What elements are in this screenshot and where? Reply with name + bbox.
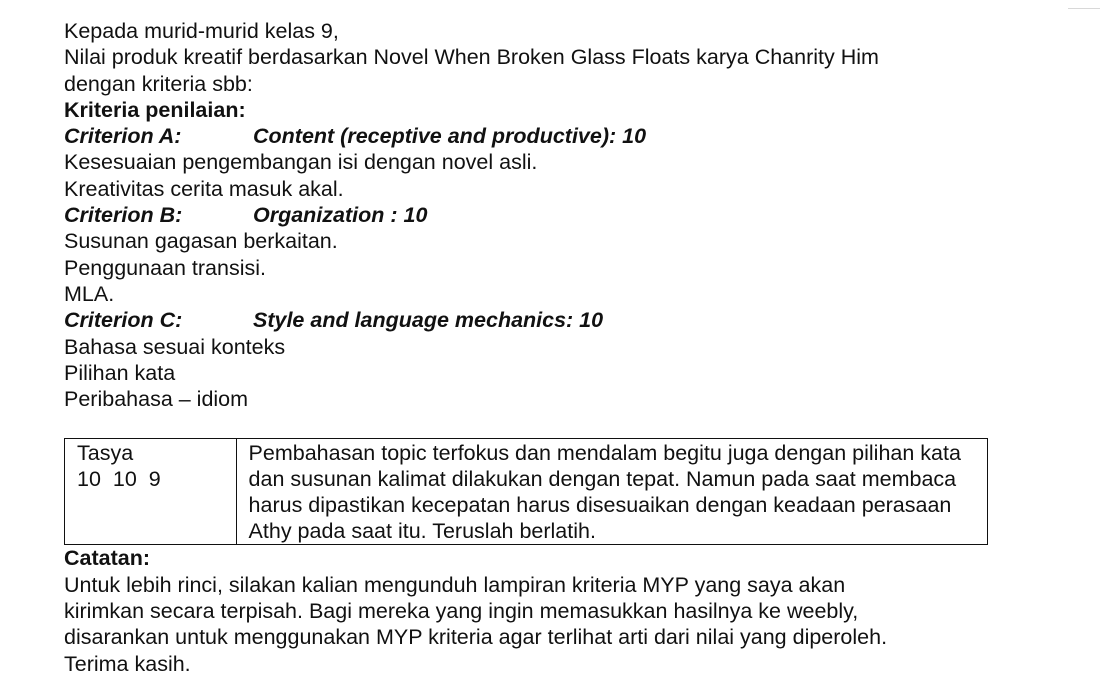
- criterion-point: MLA.: [64, 281, 115, 306]
- criterion-header: [64, 202, 1064, 228]
- notes-line: Terima kasih.: [64, 651, 191, 676]
- criterion-point: Bahasa sesuai konteks: [64, 334, 286, 359]
- criterion-header: [64, 307, 1064, 333]
- criterion-point: Kesesuaian pengembangan isi dengan novel asli.: [64, 150, 538, 175]
- notes-line: Untuk lebih rinci, silakan kalian mengunduh lampiran kriteria MYP yang saya akan: [64, 572, 846, 597]
- intro-line: dengan kriteria sbb:: [64, 71, 253, 96]
- criterion-b: [64, 202, 1064, 307]
- criterion-a: [64, 123, 1064, 202]
- criterion-point: Peribahasa – idiom: [64, 387, 249, 412]
- criteria-heading: Kriteria penilaian:: [64, 97, 246, 122]
- feedback-comment: Pembahasan topic terfokus dan mendalam begitu juga dengan pilihan kata dan susunan kalimat dilakukan dengan tepat. Namun pada saat membaca harus dipastikan kecepatan harus disesuaikan dengan keadaan perasaan Athy pada saat itu. Teruslah berlatih.: [236, 439, 987, 545]
- criterion-header: [64, 123, 1064, 149]
- table-row: [65, 439, 988, 545]
- intro-line: Nilai produk kreatif berdasarkan Novel When Broken Glass Floats karya Chanrity Him: [64, 45, 879, 70]
- notes-line: disarankan untuk menggunakan MYP kriteria agar terlihat arti dari nilai yang diperoleh.: [64, 625, 888, 650]
- feedback-table: [64, 438, 988, 545]
- criterion-title: Style and language mechanics: 10: [253, 308, 604, 333]
- criterion-id: Criterion B:: [64, 203, 183, 228]
- criterion-id: Criterion A:: [64, 124, 182, 149]
- notes-line: kirimkan secara terpisah. Bagi mereka yang ingin memasukkan hasilnya ke weebly,: [64, 599, 859, 624]
- greeting: Kepada murid-murid kelas 9,: [64, 19, 339, 43]
- criterion-point: Susunan gagasan berkaitan.: [64, 229, 338, 254]
- criterion-title: Content (receptive and productive): 10: [253, 124, 647, 149]
- criterion-point: Pilihan kata: [64, 360, 176, 385]
- criterion-point: Penggunaan transisi.: [64, 255, 267, 280]
- document-body: [64, 18, 1064, 677]
- student-scores: 10 10 9: [77, 467, 161, 492]
- student-cell: [65, 439, 237, 545]
- criterion-id: Criterion C:: [64, 308, 183, 333]
- spacer: [64, 412, 1064, 438]
- criterion-c: [64, 307, 1064, 412]
- criterion-title: Organization : 10: [253, 203, 428, 228]
- student-name: Tasya: [77, 441, 134, 466]
- corner-divider: [1068, 8, 1100, 9]
- notes-heading: Catatan:: [64, 546, 151, 571]
- criterion-point: Kreativitas cerita masuk akal.: [64, 176, 344, 201]
